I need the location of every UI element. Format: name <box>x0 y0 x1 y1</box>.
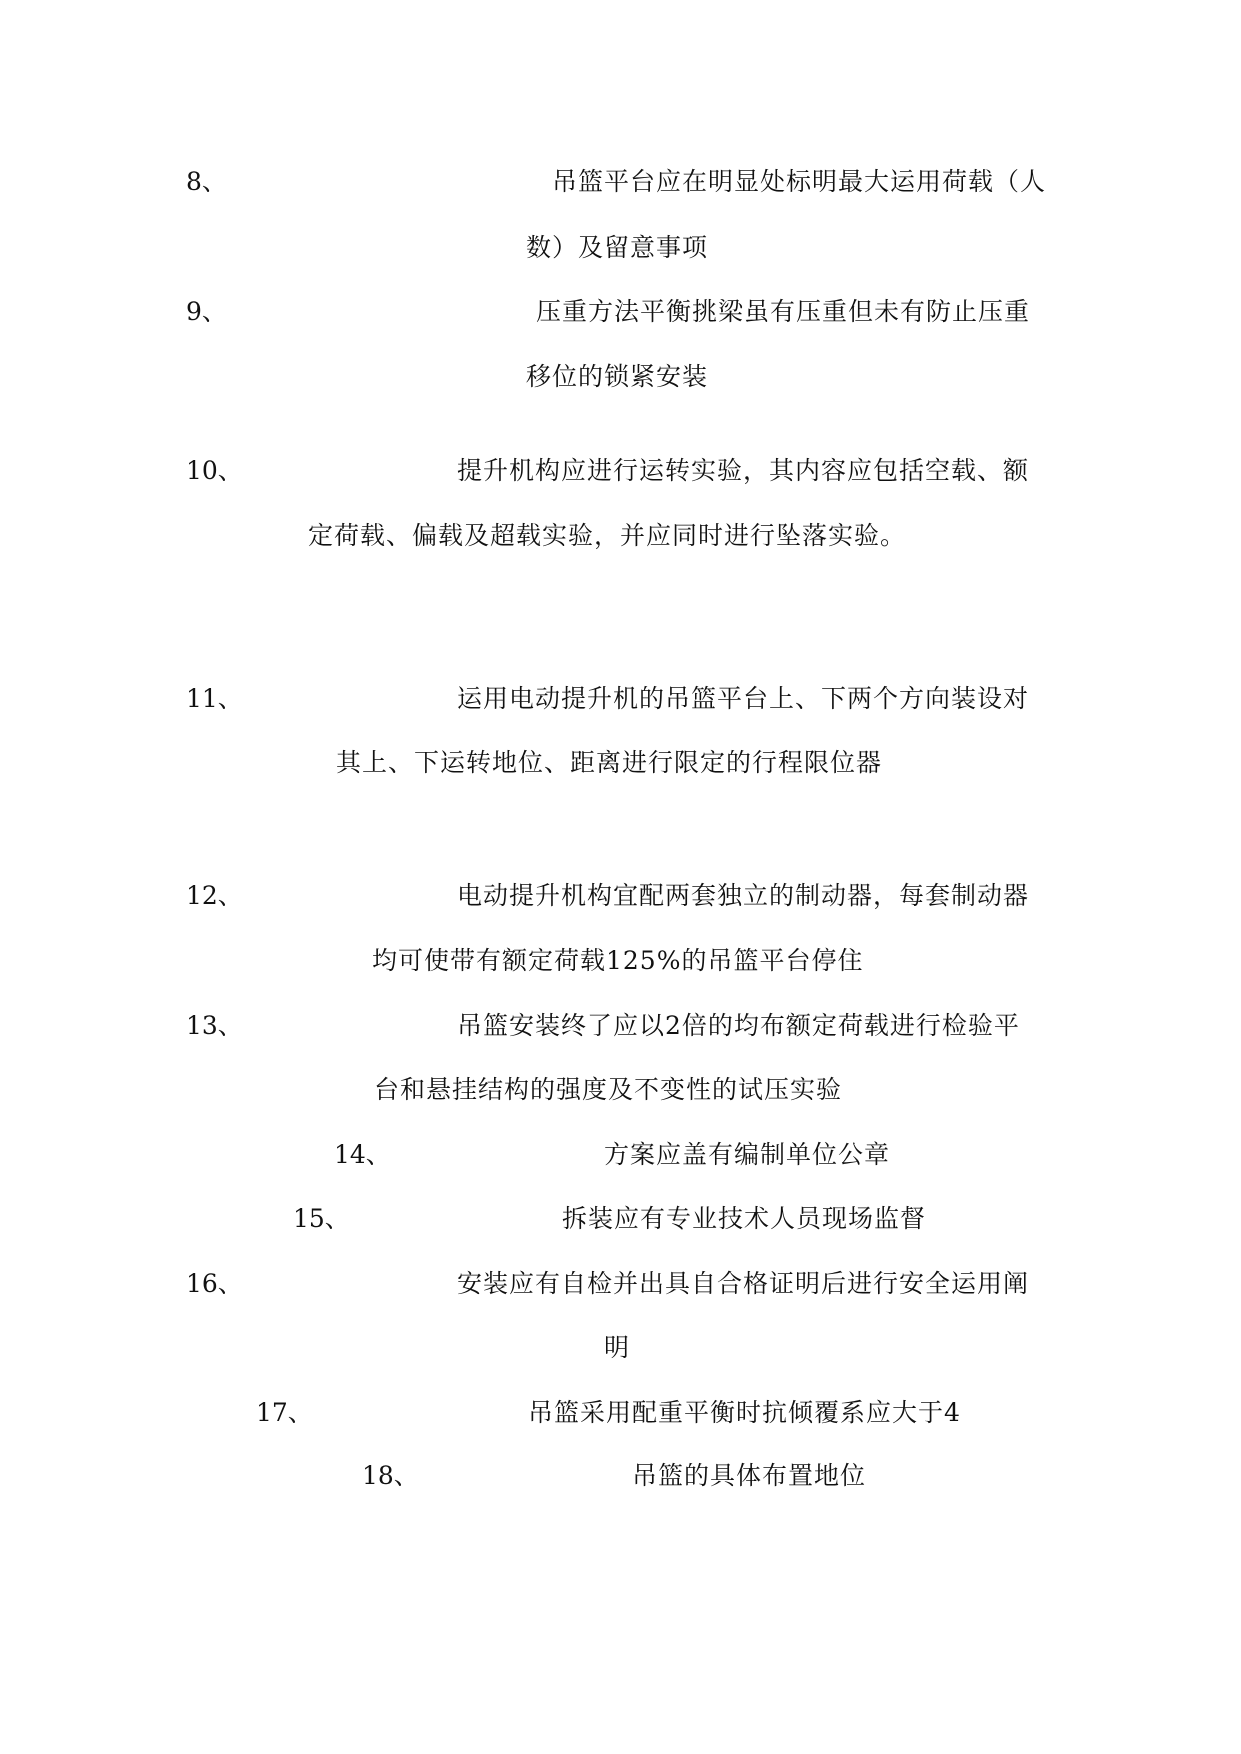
item-text-line: 吊篮安装终了应以2倍的均布额定荷载进行检验平 <box>457 1011 1020 1040</box>
item-number: 15、 <box>293 1204 350 1233</box>
item-text-line: 吊篮的具体布置地位 <box>632 1461 867 1490</box>
item-number: 10、 <box>186 456 243 485</box>
item-text-line: 定荷载、偏载及超载实验，并应同时进行坠落实验。 <box>308 521 907 550</box>
item-text-line: 其上、下运转地位、距离进行限定的行程限位器 <box>336 748 883 777</box>
item-number: 14、 <box>334 1140 391 1169</box>
item-text-line: 提升机构应进行运转实验，其内容应包括空载、额 <box>457 456 1030 485</box>
item-text-line: 方案应盖有编制单位公章 <box>604 1140 891 1169</box>
item-text-line: 移位的锁紧安装 <box>526 362 709 391</box>
item-text-line: 吊篮平台应在明显处标明最大运用荷载（人 <box>552 167 1047 196</box>
item-text-line: 运用电动提升机的吊篮平台上、下两个方向装设对 <box>457 684 1030 713</box>
item-number: 11、 <box>186 684 243 713</box>
item-number: 9、 <box>186 297 227 326</box>
item-number: 13、 <box>186 1011 243 1040</box>
item-text-line: 吊篮采用配重平衡时抗倾覆系应大于4 <box>528 1398 961 1427</box>
item-text-line: 台和悬挂结构的强度及不变性的试压实验 <box>374 1075 843 1104</box>
item-text-line: 拆装应有专业技术人员现场监督 <box>562 1204 927 1233</box>
item-text-line: 明 <box>604 1333 631 1362</box>
item-text-line: 电动提升机构宜配两套独立的制动器，每套制动器 <box>457 881 1030 910</box>
item-number: 18、 <box>362 1461 419 1490</box>
item-number: 8、 <box>186 167 227 196</box>
item-number: 12、 <box>186 881 243 910</box>
item-text-line: 数）及留意事项 <box>526 233 709 262</box>
item-number: 17、 <box>256 1398 313 1427</box>
item-text-line: 均可使带有额定荷载125%的吊篮平台停住 <box>372 946 864 975</box>
item-number: 16、 <box>186 1269 243 1298</box>
item-text-line: 安装应有自检并出具自合格证明后进行安全运用阐 <box>457 1269 1030 1298</box>
item-text-line: 压重方法平衡挑梁虽有压重但未有防止压重 <box>536 297 1031 326</box>
